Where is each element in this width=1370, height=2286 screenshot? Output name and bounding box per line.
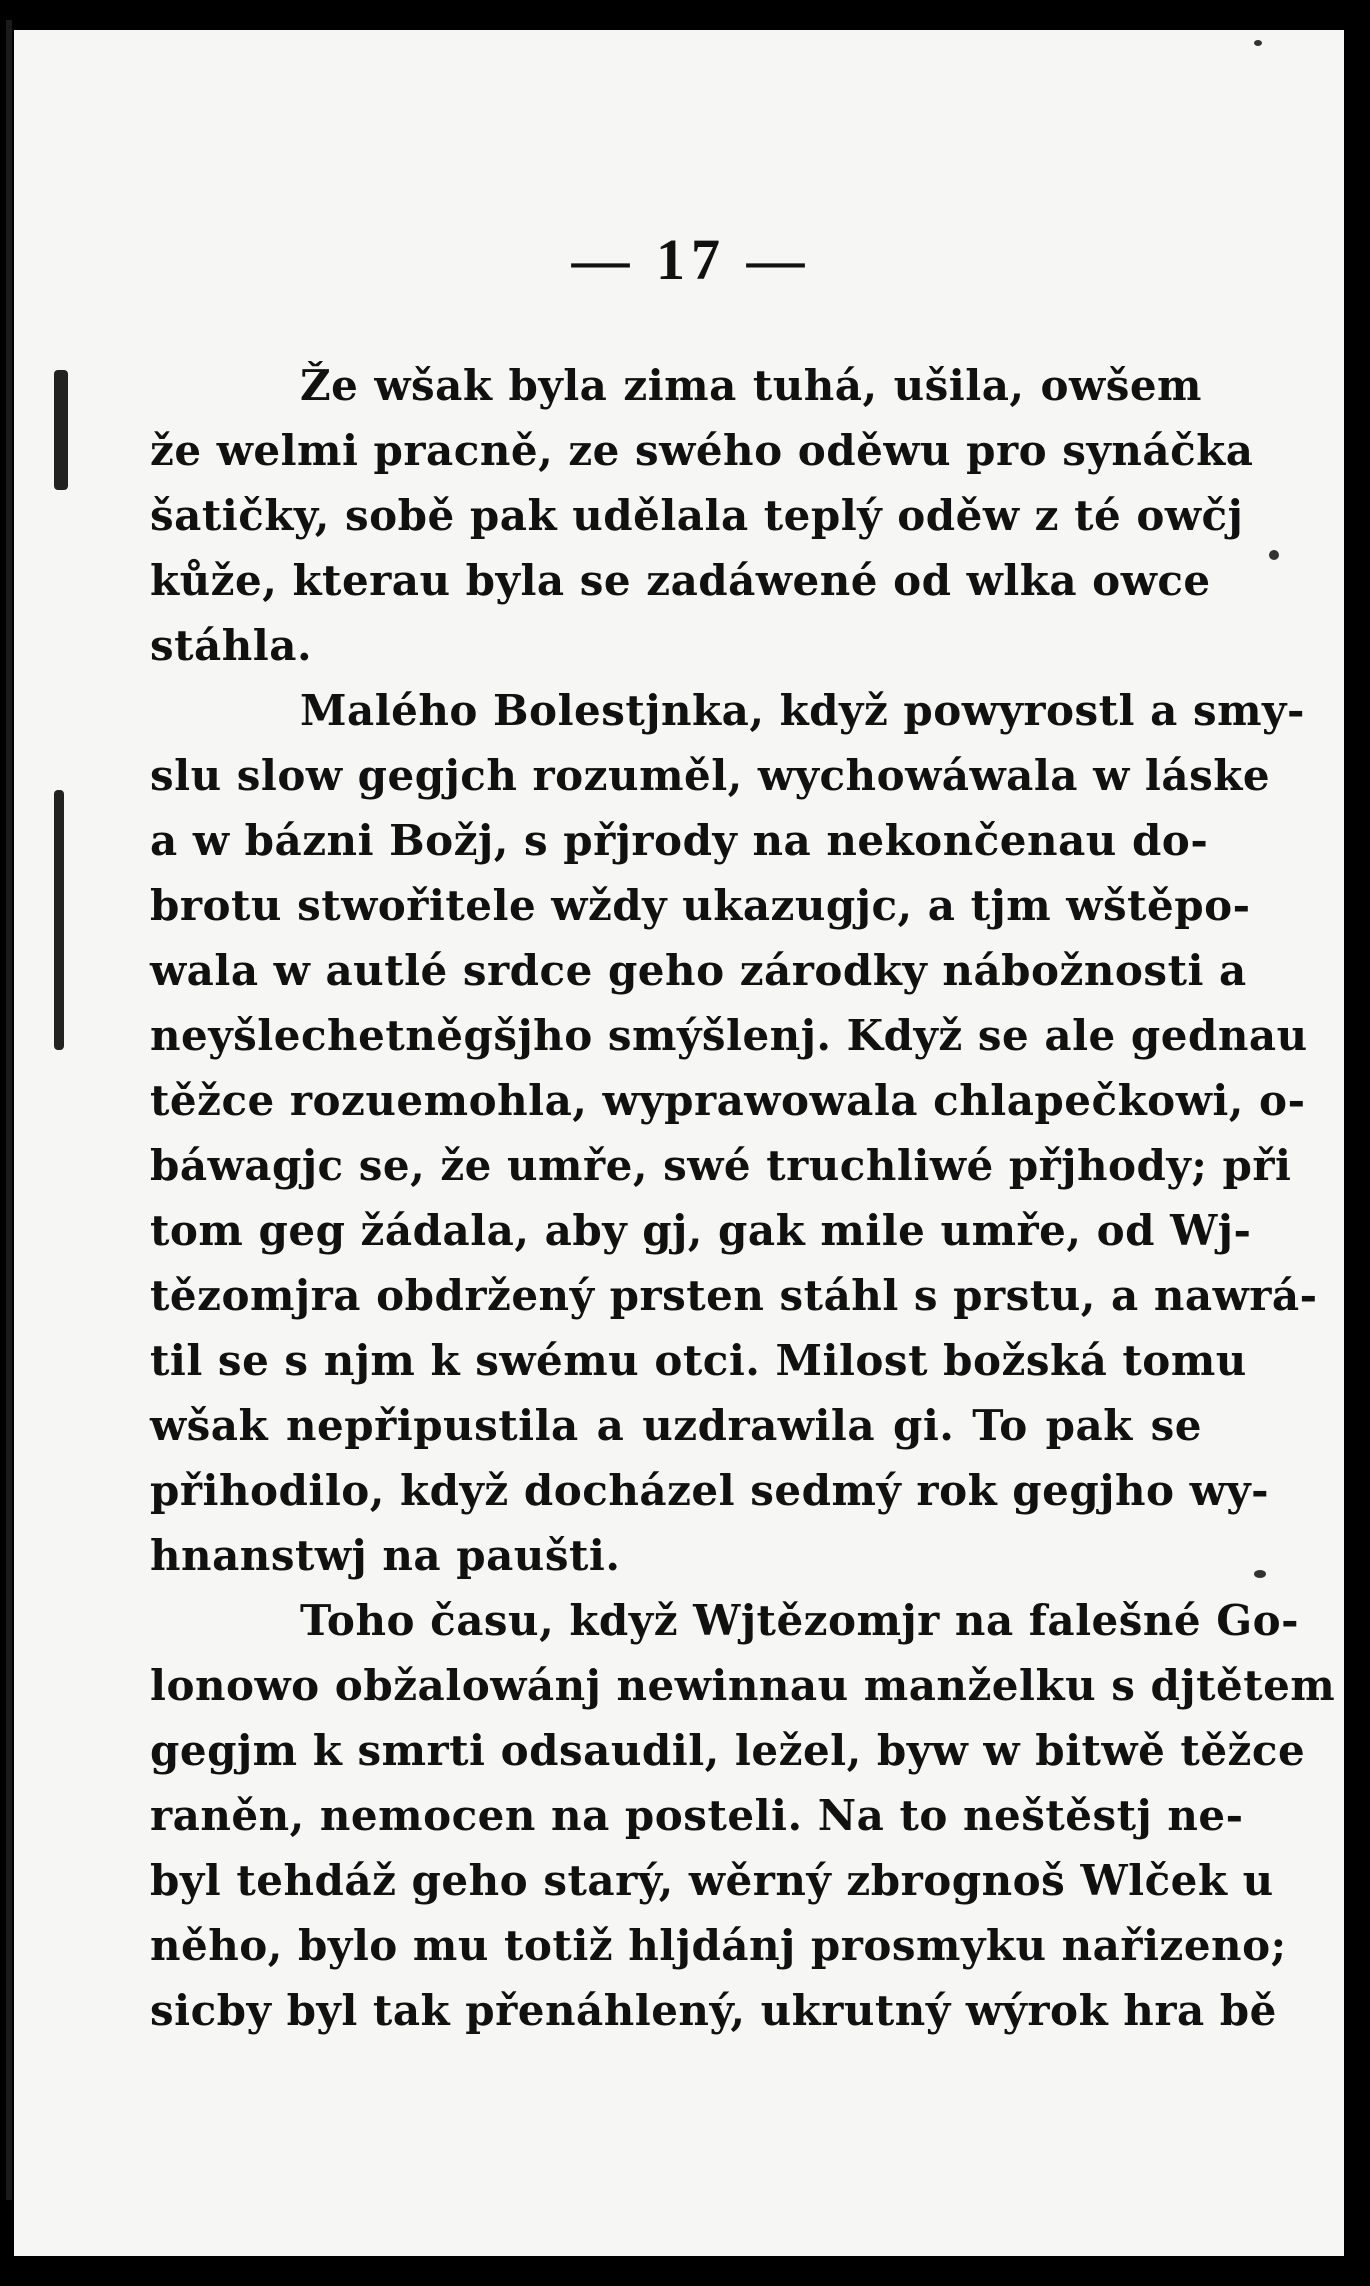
text-line: že welmi pracně, ze swého oděwu pro synáčka [150, 426, 1254, 475]
paragraph [150, 353, 1254, 678]
speck [1254, 1570, 1266, 1578]
text-line: gegjm k smrti odsaudil, ležel, byw w bitwě těžce [150, 1726, 1306, 1775]
text-line: til se s njm k swému otci. Milost božská tomu [150, 1336, 1247, 1385]
scan-edge-shadow [6, 20, 12, 2200]
text-line: šatičky, sobě pak udělala teplý oděw z té owčj [150, 491, 1244, 540]
margin-mark [54, 370, 68, 490]
page-number: — 17 — [571, 227, 811, 292]
margin-mark [54, 790, 64, 1050]
text-line: těžce rozuemohla, wyprawowala chlapečkowi, o- [150, 1076, 1306, 1125]
paragraph [150, 1588, 1336, 2043]
text-body [150, 353, 1336, 2043]
text-line: Toho času, když Wjtězomjr na falešné Go- [300, 1596, 1300, 1645]
text-line: neyšlechetněgšjho smýšlenj. Když se ale gednau [150, 1011, 1308, 1060]
text-line: wala w autlé srdce geho zárodky nábožnosti a [150, 946, 1247, 995]
book-page [14, 30, 1344, 2256]
text-line: tom geg žádala, aby gj, gak mile umře, od Wj- [150, 1206, 1252, 1255]
paragraph [150, 678, 1318, 1588]
text-line: něho, bylo mu totiž hljdánj prosmyku nařizeno; [150, 1921, 1287, 1970]
text-line: sicby byl tak přenáhlený, ukrutný wýrok hra bě [150, 1986, 1277, 2035]
text-line: Malého Bolestjnka, když powyrostl a smy- [300, 686, 1305, 735]
text-line: Že wšak byla zima tuhá, ušila, owšem [300, 361, 1202, 410]
text-line: tězomjra obdržený prsten stáhl s prstu, a nawrá- [150, 1271, 1318, 1320]
text-line: lonowo obžalowánj newinnau manželku s djtětem [150, 1661, 1336, 1710]
text-line: brotu stwořitele wždy ukazugjc, a tjm wštěpo- [150, 881, 1251, 930]
page-content [150, 226, 1336, 2043]
text-line: báwagjc se, že umře, swé truchliwé přjhody; při [150, 1141, 1292, 1190]
text-line: a w bázni Božj, s přjrody na nekončenau do- [150, 816, 1209, 865]
text-line: wšak nepřipustila a uzdrawila gi. To pak se [150, 1401, 1202, 1450]
speck [1254, 40, 1262, 46]
text-line: raněn, nemocen na posteli. Na to neštěstj ne- [150, 1791, 1244, 1840]
text-line: hnanstwj na paušti. [150, 1531, 621, 1580]
text-line: stáhla. [150, 621, 313, 670]
text-line: byl tehdáž geho starý, wěrný zbrognoš Wlček u [150, 1856, 1274, 1905]
text-line: kůže, kterau byla se zadáwené od wlka owce [150, 556, 1211, 605]
text-line: přihodilo, když docházel sedmý rok gegjho wy- [150, 1466, 1270, 1515]
speck [1269, 550, 1279, 560]
text-line: slu slow gegjch rozuměl, wychowáwala w láske [150, 751, 1271, 800]
